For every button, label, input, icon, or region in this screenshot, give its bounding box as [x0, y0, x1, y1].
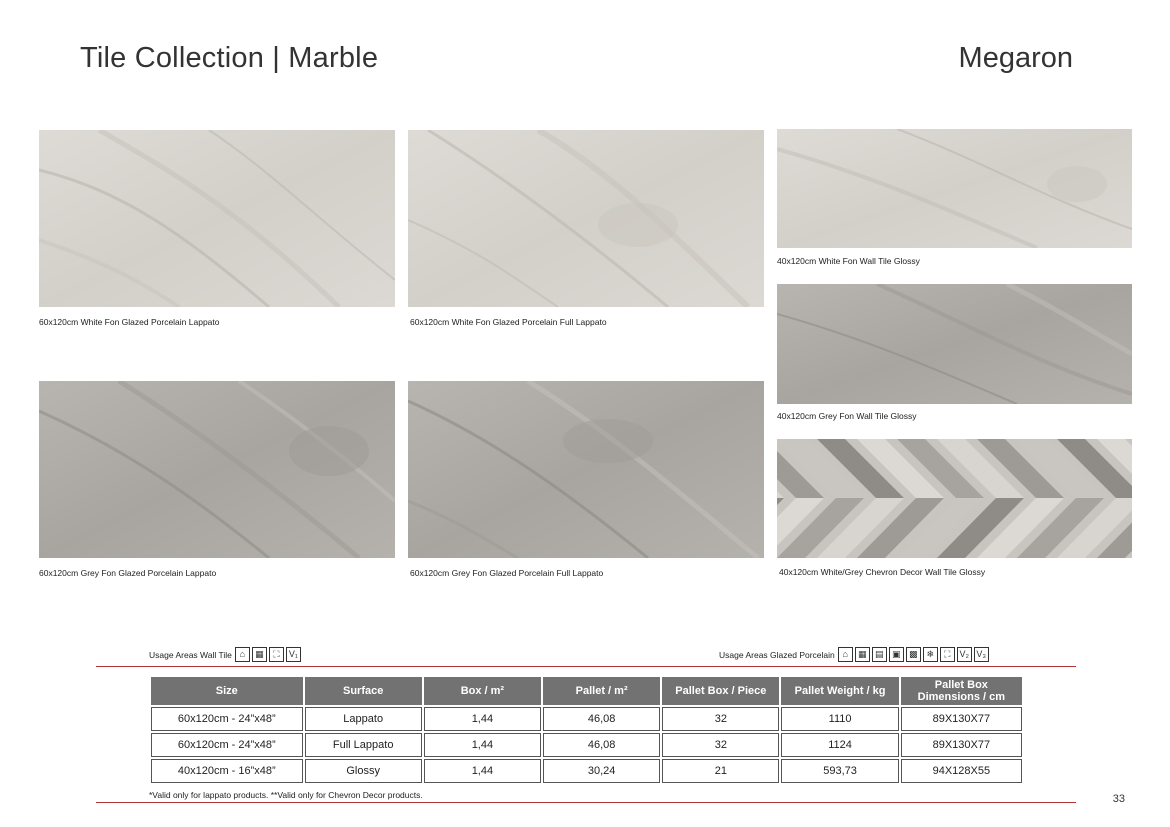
cell-surface: Full Lappato: [305, 733, 422, 757]
tile-caption: 40x120cm White/Grey Chevron Decor Wall Tile Glossy: [779, 567, 986, 577]
table-row: [151, 733, 1022, 757]
col-header-pallet-weight: Pallet Weight / kg: [781, 677, 898, 705]
cell-pallet-dimensions: 89X130X77: [901, 707, 1022, 731]
v-rating-icon: V₁: [286, 647, 301, 662]
usage-porcelain-icons: [838, 647, 989, 662]
kitchen-icon: ▤: [872, 647, 887, 662]
tile-image-white-lappato: [39, 130, 395, 307]
series-name: Megaron: [958, 42, 1073, 74]
footnote: *Valid only for lappato products. **Valid only for Chevron Decor products.: [149, 790, 423, 800]
terrace-icon: ▩: [906, 647, 921, 662]
cell-size: 60x120cm - 24”x48”: [151, 707, 303, 731]
usage-porcelain-label: Usage Areas Glazed Porcelain: [719, 649, 835, 660]
col-header-pallet-dimensions: Pallet Box Dimensions / cm: [901, 677, 1022, 705]
divider-bottom: [96, 802, 1076, 803]
cell-surface: Glossy: [305, 759, 422, 783]
tile-caption: 60x120cm Grey Fon Glazed Porcelain Full Lappato: [410, 568, 604, 578]
cell-box-m2: 1,44: [424, 759, 541, 783]
tile-image-white-wall: [777, 129, 1132, 248]
cell-box-m2: 1,44: [424, 707, 541, 731]
cell-pallet-m2: 30,24: [543, 759, 660, 783]
cell-size: 40x120cm - 16”x48”: [151, 759, 303, 783]
col-header-pallet-box: Pallet Box / Piece: [662, 677, 779, 705]
tile-caption: 60x120cm White Fon Glazed Porcelain Full Lappato: [410, 317, 607, 327]
cell-pallet-m2: 46,08: [543, 707, 660, 731]
tile-caption: 60x120cm Grey Fon Glazed Porcelain Lappato: [39, 568, 217, 578]
cell-pallet-weight: 1110: [781, 707, 898, 731]
cell-pallet-weight: 1124: [781, 733, 898, 757]
tile-image-white-full-lappato: [408, 130, 764, 307]
usage-glazed-porcelain: [719, 647, 989, 662]
page-number: 33: [1112, 793, 1125, 805]
usage-wall-icons: [235, 647, 301, 662]
col-header-box-m2: Box / m²: [424, 677, 541, 705]
cell-pallet-box: 32: [662, 733, 779, 757]
v-rating-icon-2: V₃: [974, 647, 989, 662]
cell-pallet-dimensions: 94X128X55: [901, 759, 1022, 783]
floor-grid-icon: ▦: [855, 647, 870, 662]
tile-caption: 40x120cm White Fon Wall Tile Glossy: [777, 256, 920, 266]
tile-image-grey-lappato: [39, 381, 395, 558]
tile-image-chevron-decor: [777, 439, 1132, 558]
frost-icon: ❄: [923, 647, 938, 662]
house-icon: ⌂: [235, 647, 250, 662]
divider-top: [96, 666, 1076, 667]
table-row: [151, 759, 1022, 783]
col-header-pallet-m2: Pallet / m²: [543, 677, 660, 705]
table-row: [151, 707, 1022, 731]
table-header-row: [151, 677, 1022, 705]
cell-pallet-m2: 46,08: [543, 733, 660, 757]
cell-pallet-box: 21: [662, 759, 779, 783]
tile-caption: 60x120cm White Fon Glazed Porcelain Lappato: [39, 317, 220, 327]
wall-grid-icon: ▦: [252, 647, 267, 662]
cell-pallet-box: 32: [662, 707, 779, 731]
tile-caption: 40x120cm Grey Fon Wall Tile Glossy: [777, 411, 917, 421]
col-header-surface: Surface: [305, 677, 422, 705]
usage-wall-tile: [149, 647, 301, 662]
spec-table: [149, 675, 1024, 785]
usage-wall-label: Usage Areas Wall Tile: [149, 649, 232, 660]
cell-box-m2: 1,44: [424, 733, 541, 757]
cell-pallet-dimensions: 89X130X77: [901, 733, 1022, 757]
collection-title: Tile Collection | Marble: [80, 42, 379, 74]
col-header-size: Size: [151, 677, 303, 705]
tile-image-grey-full-lappato: [408, 381, 764, 558]
house-icon: ⌂: [838, 647, 853, 662]
cell-pallet-weight: 593,73: [781, 759, 898, 783]
bathroom-icon: ⛶: [269, 647, 284, 662]
cell-size: 60x120cm - 24”x48”: [151, 733, 303, 757]
v-rating-icon: V₂: [957, 647, 972, 662]
cell-surface: Lappato: [305, 707, 422, 731]
shop-icon: ▣: [889, 647, 904, 662]
tile-image-grey-wall: [777, 284, 1132, 404]
bathroom-icon: ⛶: [940, 647, 955, 662]
